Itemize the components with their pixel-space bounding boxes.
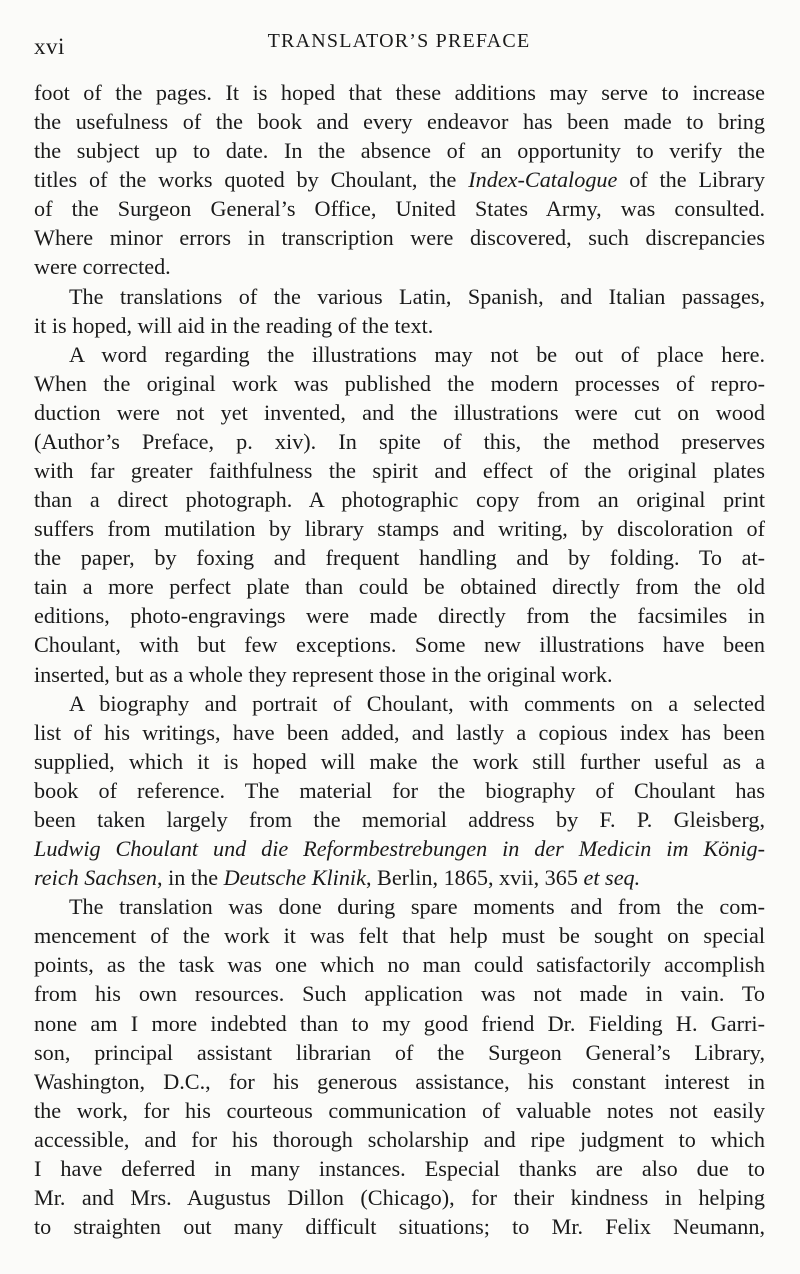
text-line bbox=[34, 776, 765, 805]
text-segment: mencement of the work it was felt that help must be sought on special bbox=[34, 923, 765, 949]
text-line bbox=[34, 1154, 765, 1183]
text-segment: , in the bbox=[157, 865, 224, 891]
text-line bbox=[34, 1212, 765, 1241]
text-segment: editions, photo-engravings were made directly from the facsimiles in bbox=[34, 603, 765, 629]
text-segment: A word regarding the illustrations may not be out of place here. bbox=[69, 341, 765, 367]
text-line bbox=[34, 398, 765, 427]
text-line bbox=[34, 1067, 765, 1096]
text-segment: the work, for his courteous communication of valuable notes not easily bbox=[34, 1097, 765, 1123]
text-line bbox=[34, 921, 765, 950]
text-segment: I have deferred in many instances. Especial thanks are also due to bbox=[34, 1155, 765, 1181]
text-line bbox=[34, 311, 765, 340]
text-segment: the paper, by foxing and frequent handling and by folding. To at- bbox=[34, 545, 765, 571]
text-segment: son, principal assistant librarian of the Surgeon General’s Library, bbox=[34, 1039, 765, 1065]
text-segment: The translations of the various Latin, Spanish, and Italian passages, bbox=[69, 283, 765, 309]
text-segment: than a direct photograph. A photographic copy from an original print bbox=[34, 487, 765, 513]
text-line bbox=[34, 1096, 765, 1125]
text-line bbox=[34, 340, 765, 369]
text-line bbox=[34, 747, 765, 776]
text-segment: When the original work was published the modern processes of repro- bbox=[34, 370, 765, 396]
text-segment: foot of the pages. It is hoped that these additions may serve to increase bbox=[34, 80, 765, 105]
page-number: xvi bbox=[34, 34, 65, 59]
italic-text: Deutsche Klinik bbox=[223, 865, 366, 891]
text-line bbox=[34, 282, 765, 311]
text-segment: list of his writings, have been added, and lastly a copious index has been bbox=[34, 719, 765, 745]
text-line bbox=[34, 514, 765, 543]
text-segment: titles of the works quoted by Choulant, the bbox=[34, 167, 469, 193]
text-segment: Mr. and Mrs. Augustus Dillon (Chicago), for their kindness in helping bbox=[34, 1184, 765, 1210]
text-line bbox=[34, 78, 765, 107]
text-line bbox=[34, 601, 765, 630]
text-segment: of the Library bbox=[617, 167, 765, 193]
text-line bbox=[34, 979, 765, 1008]
text-segment: of the Surgeon General’s Office, United States Army, was consulted. bbox=[34, 196, 765, 222]
text-line bbox=[34, 630, 765, 659]
text-line bbox=[34, 834, 765, 863]
text-line bbox=[34, 805, 765, 834]
running-head bbox=[34, 24, 764, 60]
text-segment: inserted, but as a whole they represent those in the original work. bbox=[34, 661, 613, 687]
text-line bbox=[34, 427, 765, 456]
text-segment: been taken largely from the memorial address by F. P. Gleisberg, bbox=[34, 806, 765, 832]
text-line bbox=[34, 456, 765, 485]
text-line bbox=[34, 950, 765, 979]
italic-text: Ludwig Choulant und die Reformbestrebungen in der Medicin im König- bbox=[34, 836, 765, 862]
text-segment: accessible, and for his thorough scholarship and ripe judgment to which bbox=[34, 1126, 765, 1152]
text-line bbox=[34, 660, 765, 689]
text-line bbox=[34, 1125, 765, 1154]
text-segment: Washington, D.C., for his generous assistance, his constant interest in bbox=[34, 1068, 765, 1094]
text-line bbox=[34, 223, 765, 252]
text-line bbox=[34, 485, 765, 514]
italic-text: et seq. bbox=[583, 865, 641, 891]
text-segment: were corrected. bbox=[34, 254, 171, 280]
text-segment: tain a more perfect plate than could be obtained directly from the old bbox=[34, 574, 765, 600]
text-segment: points, as the task was one which no man could satisfactorily accomplish bbox=[34, 952, 765, 978]
text-segment: from his own resources. Such application was not made in vain. To bbox=[34, 981, 765, 1007]
text-line bbox=[34, 689, 765, 718]
text-segment: Where minor errors in transcription were discovered, such discrepancies bbox=[34, 225, 765, 251]
text-segment: (Author’s Preface, p. xiv). In spite of this, the method preserves bbox=[34, 428, 765, 454]
italic-text: Index-Catalogue bbox=[468, 167, 618, 193]
text-line bbox=[34, 107, 765, 136]
text-segment: The translation was done during spare moments and from the com- bbox=[69, 894, 765, 920]
text-line bbox=[34, 165, 765, 194]
italic-text: reich Sachsen bbox=[34, 865, 158, 891]
text-line bbox=[34, 369, 765, 398]
text-line bbox=[34, 1038, 765, 1067]
running-title: TRANSLATOR’S PREFACE bbox=[267, 30, 531, 52]
text-segment: supplied, which it is hoped will make the work still further useful as a bbox=[34, 748, 765, 774]
text-segment: suffers from mutilation by library stamps and writing, by discoloration of bbox=[34, 516, 765, 542]
text-segment: duction were not yet invented, and the illustrations were cut on wood bbox=[34, 399, 765, 425]
text-segment: Choulant, with but few exceptions. Some new illustrations have been bbox=[34, 632, 765, 658]
text-segment: the usefulness of the book and every endeavor has been made to bring bbox=[34, 109, 765, 135]
text-line bbox=[34, 572, 765, 601]
text-segment: the subject up to date. In the absence of an opportunity to verify the bbox=[34, 138, 765, 164]
text-line bbox=[34, 136, 765, 165]
text-segment: none am I more indebted than to my good friend Dr. Fielding H. Garri- bbox=[34, 1010, 765, 1036]
text-line bbox=[34, 1183, 765, 1212]
text-line bbox=[34, 892, 765, 921]
text-segment: A biography and portrait of Choulant, with comments on a selected bbox=[69, 690, 765, 716]
text-line bbox=[34, 1009, 765, 1038]
text-line bbox=[34, 718, 765, 747]
text-segment: with far greater faithfulness the spirit and effect of the original plates bbox=[34, 458, 765, 484]
text-line bbox=[34, 194, 765, 223]
text-segment: to straighten out many difficult situations; to Mr. Felix Neumann, bbox=[34, 1214, 765, 1240]
text-segment: , Berlin, 1865, xvii, 365 bbox=[365, 865, 584, 891]
text-segment: it is hoped, will aid in the reading of the text. bbox=[34, 312, 434, 338]
text-line bbox=[34, 543, 765, 572]
text-line bbox=[34, 252, 765, 281]
body-text bbox=[34, 78, 765, 1241]
text-line bbox=[34, 863, 765, 892]
text-segment: book of reference. The material for the biography of Choulant has bbox=[34, 777, 765, 803]
